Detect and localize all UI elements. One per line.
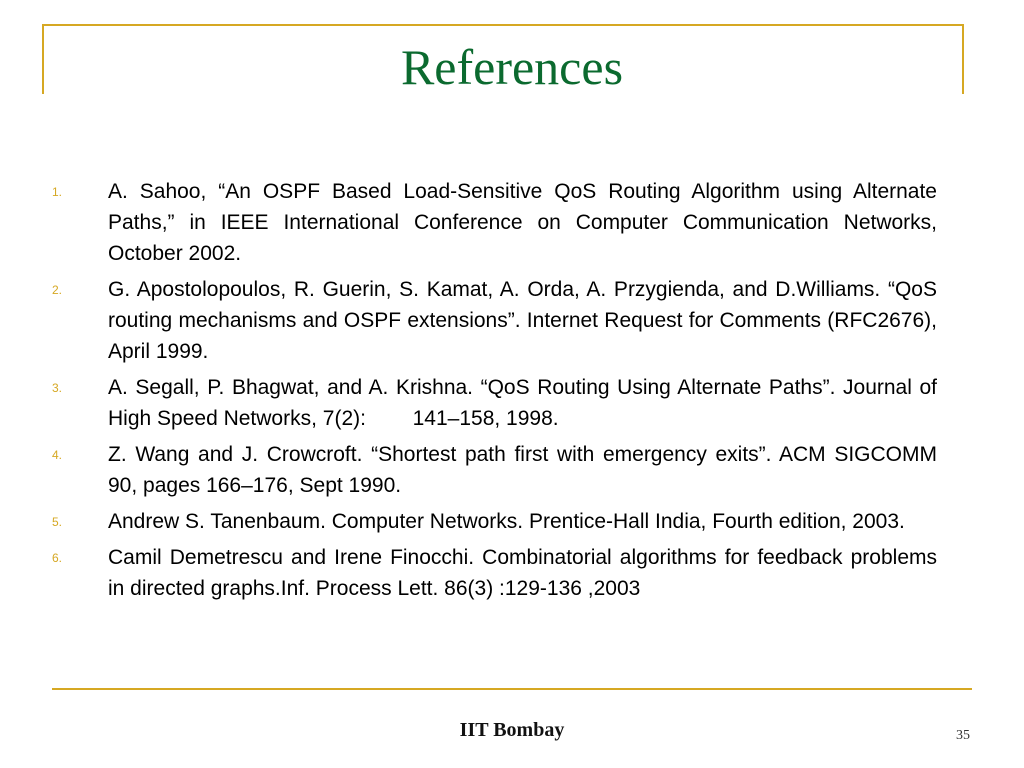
- footer-divider: [52, 688, 972, 690]
- list-item: [52, 506, 937, 537]
- list-item: [52, 372, 943, 434]
- reference-text: G. Apostolopoulos, R. Guerin, S. Kamat, A. Orda, A. Przygienda, and D.Williams. “QoS routing mechanisms and OSPF extensions”. Internet Request for Comments (RFC2676), April 1999.: [108, 278, 937, 363]
- footer-institution: IIT Bombay: [459, 719, 565, 741]
- reference-number: 3.: [52, 381, 63, 395]
- reference-text: A. Segall, P. Bhagwat, and A. Krishna. “QoS Routing Using Alternate Paths”. Journal of High Speed Networks, 7(2): 141–158, 1998.: [108, 376, 943, 430]
- reference-text: A. Sahoo, “An OSPF Based Load-Sensitive QoS Routing Algorithm using Alternate Paths,” in IEEE International Conference on Computer Communication Networks, October 2002.: [108, 180, 937, 265]
- reference-number: 1.: [52, 185, 63, 199]
- list-item: [52, 176, 937, 269]
- reference-text: Z. Wang and J. Crowcroft. “Shortest path first with emergency exits”. ACM SIGCOMM 90, pages 166–176, Sept 1990.: [108, 443, 937, 497]
- reference-number: 4.: [52, 448, 63, 462]
- page-number: 35: [956, 728, 970, 743]
- reference-number: 6.: [52, 551, 63, 565]
- reference-list: [52, 176, 943, 609]
- frame-top-border: [42, 24, 964, 26]
- reference-text: Camil Demetrescu and Irene Finocchi. Combinatorial algorithms for feedback problems in directed graphs.Inf. Process Lett. 86(3) :129-136 ,2003: [108, 546, 937, 600]
- list-item: [52, 542, 937, 604]
- list-item: [52, 439, 937, 501]
- reference-text: Andrew S. Tanenbaum. Computer Networks. Prentice-Hall India, Fourth edition, 2003.: [108, 510, 905, 533]
- reference-number: 5.: [52, 515, 63, 529]
- list-item: [52, 274, 937, 367]
- reference-number: 2.: [52, 283, 63, 297]
- page-title: References: [400, 39, 624, 95]
